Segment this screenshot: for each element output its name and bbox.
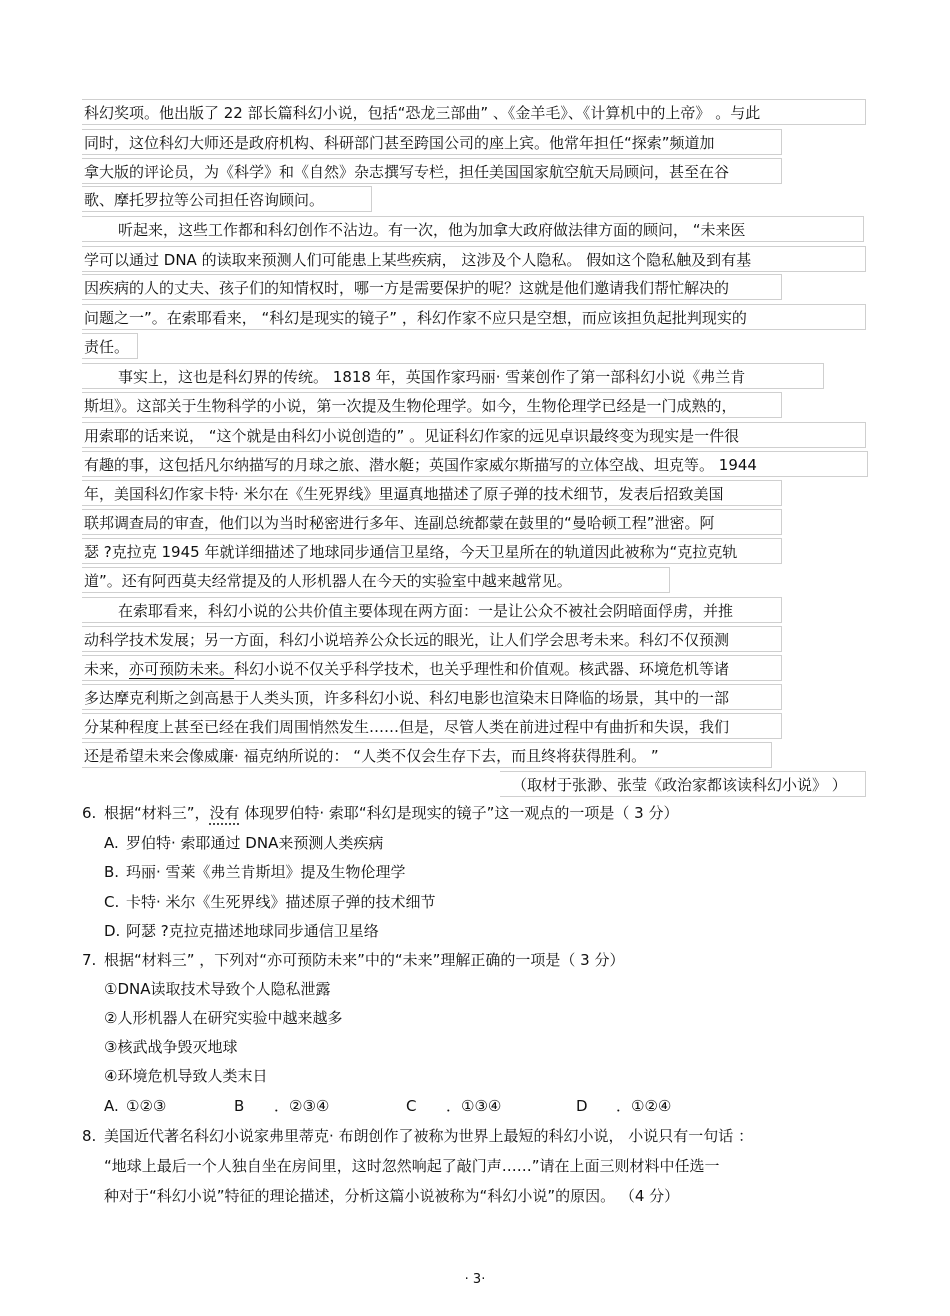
question-7-item-3: ③核武战争毁灭地球 — [104, 1038, 238, 1056]
question-7-stem: 7. 根据“材料三” ，下列对“亦可预防未来”中的“未来”理解正确的一项是（ 3 分） — [82, 948, 624, 972]
question-7-option-d: D ．①②④ — [576, 1097, 672, 1115]
passage-line-16: 瑟 ?克拉克 1945 年就详细描述了地球同步通信卫星络，今天卫星所在的轨道因此被称为“克拉克轨 — [82, 538, 782, 564]
underlined-phrase: 亦可预防未来。 — [129, 660, 235, 678]
passage-line-11: 斯坦》。这部关于生物科学的小说，第一次提及生物伦理学。如今，生物伦理学已经是一门成熟的， — [82, 392, 782, 418]
passage-line-7: 因疾病的人的丈夫、孩子们的知情权时，哪一方是需要保护的呢？这就是他们邀请我们帮忙解决的 — [82, 274, 782, 300]
passage-line-9: 责任。 — [82, 333, 138, 359]
question-8-number: 8. — [82, 1127, 97, 1145]
passage-line-14: 年，美国科幻作家卡特· 米尔在《生死界线》里逼真地描述了原子弹的技术细节，发表后招致美国 — [82, 480, 782, 506]
emphasis-marked-word: 没有 — [209, 804, 240, 822]
passage-line-18: 在索耶看来，科幻小说的公共价值主要体现在两方面：一是让公众不被社会阴暗面俘虏，并推 — [82, 597, 782, 623]
question-6-option-a: A. 罗伯特· 索耶通过 DNA来预测人类疾病 — [104, 834, 384, 852]
question-7-options — [104, 1094, 706, 1118]
passage-line-20-lead: 未来， — [84, 660, 130, 678]
question-6-option-d: D. 阿瑟 ?克拉克描述地球同步通信卫星络 — [104, 922, 379, 940]
passage-line-8: 问题之一”。在索耶看来， “科幻是现实的镜子” ，科幻作家不应只是空想，而应该担负起批判现实的 — [82, 304, 866, 330]
passage-line-20 — [82, 655, 782, 681]
passage-line-3: 拿大版的评论员，为《科学》和《自然》杂志撰写专栏，担任美国国家航空航天局顾问，甚至在谷 — [82, 158, 782, 184]
question-7-option-a: A. ①②③ — [104, 1097, 167, 1115]
question-6-number: 6. — [82, 804, 97, 822]
passage-line-23: 还是希望未来会像威廉· 福克纳所说的： “人类不仅会生存下去，而且终将获得胜利。 ” — [82, 742, 772, 768]
question-8-stem-line-1: 8. 美国近代著名科幻小说家弗里蒂克· 布朗创作了被称为世界上最短的科幻小说， 小说只有一句话 ： — [82, 1124, 753, 1148]
passage-line-22: 分某种程度上甚至已经在我们周围悄然发生……但是，尽管人类在前进过程中有曲折和失误，我们 — [82, 713, 782, 739]
question-6-option-b: B. 玛丽· 雪莱《弗兰肯斯坦》提及生物伦理学 — [104, 863, 406, 881]
passage-line-4: 歌、摩托罗拉等公司担任咨询顾问。 — [82, 186, 372, 212]
question-7-option-c: C ．①③④ — [406, 1097, 502, 1115]
passage-line-5: 听起来，这些工作都和科幻创作不沾边。有一次，他为加拿大政府做法律方面的顾问， “未来医 — [82, 216, 864, 242]
page-number: · 3· — [464, 1272, 486, 1287]
question-7-option-b: B ．②③④ — [234, 1097, 330, 1115]
passage-line-12: 用索耶的话来说， “这个就是由科幻小说创造的” 。见证科幻作家的远见卓识最终变为现实是一件很 — [82, 422, 866, 448]
question-6-stem: 6. 根据“材料三”，没有 体现罗伯特· 索耶“科幻是现实的镜子”这一观点的一项是（ 3 分） — [82, 801, 679, 825]
source-citation: （取材于张渺、张莹《政治家都该读科幻小说》 ） — [500, 771, 866, 797]
question-6-option-c: C. 卡特· 米尔《生死界线》描述原子弹的技术细节 — [104, 893, 436, 911]
question-7-number: 7. — [82, 951, 97, 969]
passage-line-17: 道”。还有阿西莫夫经常提及的人形机器人在今天的实验室中越来越常见。 — [82, 567, 670, 593]
passage-line-10: 事实上，这也是科幻界的传统。 1818 年，英国作家玛丽· 雪莱创作了第一部科幻小说《弗兰肯 — [82, 363, 824, 389]
question-7-item-2: ②人形机器人在研究实验中越来越多 — [104, 1009, 343, 1027]
passage-line-6: 学可以通过 DNA 的读取来预测人们可能患上某些疾病， 这涉及个人隐私。 假如这个隐私触及到有基 — [82, 246, 866, 272]
passage-line-2: 同时，这位科幻大师还是政府机构、科研部门甚至跨国公司的座上宾。他常年担任“探索”频道加 — [82, 129, 782, 155]
question-8-stem-line-2: “地球上最后一个人独自坐在房间里，这时忽然响起了敲门声……”请在上面三则材料中任选一 — [104, 1157, 720, 1175]
question-7-item-4: ④环境危机导致人类末日 — [104, 1067, 268, 1085]
question-7-item-1: ①DNA读取技术导致个人隐私泄露 — [104, 980, 331, 998]
passage-line-19: 动科学技术发展；另一方面，科幻小说培养公众长远的眼光，让人们学会思考未来。科幻不仅预测 — [82, 626, 782, 652]
question-8-stem-line-3: 种对于“科幻小说”特征的理论描述，分析这篇小说被称为“科幻小说”的原因。 （4 分） — [104, 1187, 680, 1205]
passage-line-20-rest: 科幻小说不仅关乎科学技术，也关乎理性和价值观。核武器、环境危机等诸 — [234, 660, 730, 678]
passage-line-15: 联邦调查局的审查，他们以为当时秘密进行多年、连副总统都蒙在鼓里的“曼哈顿工程”泄密。阿 — [82, 509, 782, 535]
passage-line-21: 多达摩克利斯之剑高悬于人类头顶，许多科幻小说、科幻电影也渲染末日降临的场景，其中的一部 — [82, 684, 782, 710]
passage-line-13: 有趣的事，这包括凡尔纳描写的月球之旅、潜水艇；英国作家威尔斯描写的立体空战、坦克等。 1944 — [82, 451, 868, 477]
passage-line-1: 科幻奖项。他出版了 22 部长篇科幻小说，包括“恐龙三部曲” 、《金羊毛》、《计算机中的上帝》 。与此 — [82, 99, 866, 125]
